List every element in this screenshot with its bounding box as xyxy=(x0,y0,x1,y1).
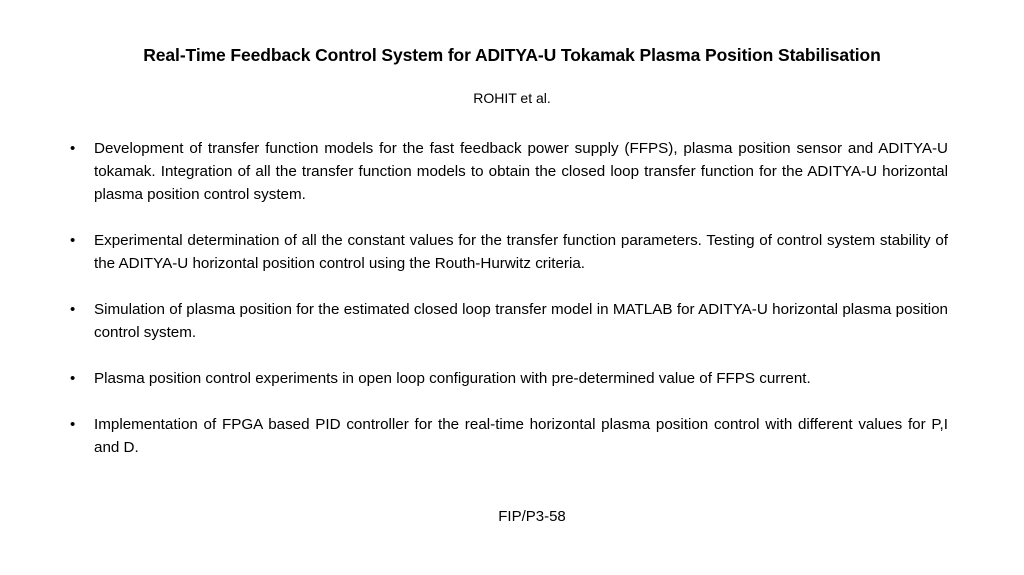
bullet-dot-icon: • xyxy=(70,301,76,318)
bullet-item xyxy=(70,229,948,275)
bullet-dot-icon: • xyxy=(70,232,76,249)
bullet-text: Plasma position control experiments in open loop configuration with pre-determined value of FFPS current. xyxy=(94,370,811,387)
bullet-item xyxy=(70,413,948,459)
bullet-item xyxy=(70,298,948,344)
slide-footer: FIP/P3-58 xyxy=(498,508,566,525)
slide-author: ROHIT et al. xyxy=(473,90,551,106)
bullet-item xyxy=(70,137,948,206)
bullet-item xyxy=(70,367,948,390)
bullet-text: Implementation of FPGA based PID controller for the real-time horizontal plasma position control with different values for P,I and D. xyxy=(94,416,948,456)
slide-title: Real-Time Feedback Control System for ADITYA-U Tokamak Plasma Position Stabilisation xyxy=(143,45,881,65)
bullet-dot-icon: • xyxy=(70,370,76,387)
bullet-text: Simulation of plasma position for the estimated closed loop transfer model in MATLAB for ADITYA-U horizontal plasma position control system. xyxy=(94,301,948,341)
bullet-text: Experimental determination of all the constant values for the transfer function parameters. Testing of control system stability of the ADITYA-U horizontal position control using the Routh-Hurwitz criteria. xyxy=(94,232,948,272)
bullet-dot-icon: • xyxy=(70,416,76,433)
bullet-text: Development of transfer function models for the fast feedback power supply (FFPS), plasma position sensor and ADITYA-U tokamak. Integration of all the transfer function models to obtain the closed loop transfer function for the ADITYA-U horizontal plasma position control system. xyxy=(94,140,948,203)
bullet-dot-icon: • xyxy=(70,140,76,157)
bullet-list xyxy=(70,137,948,482)
